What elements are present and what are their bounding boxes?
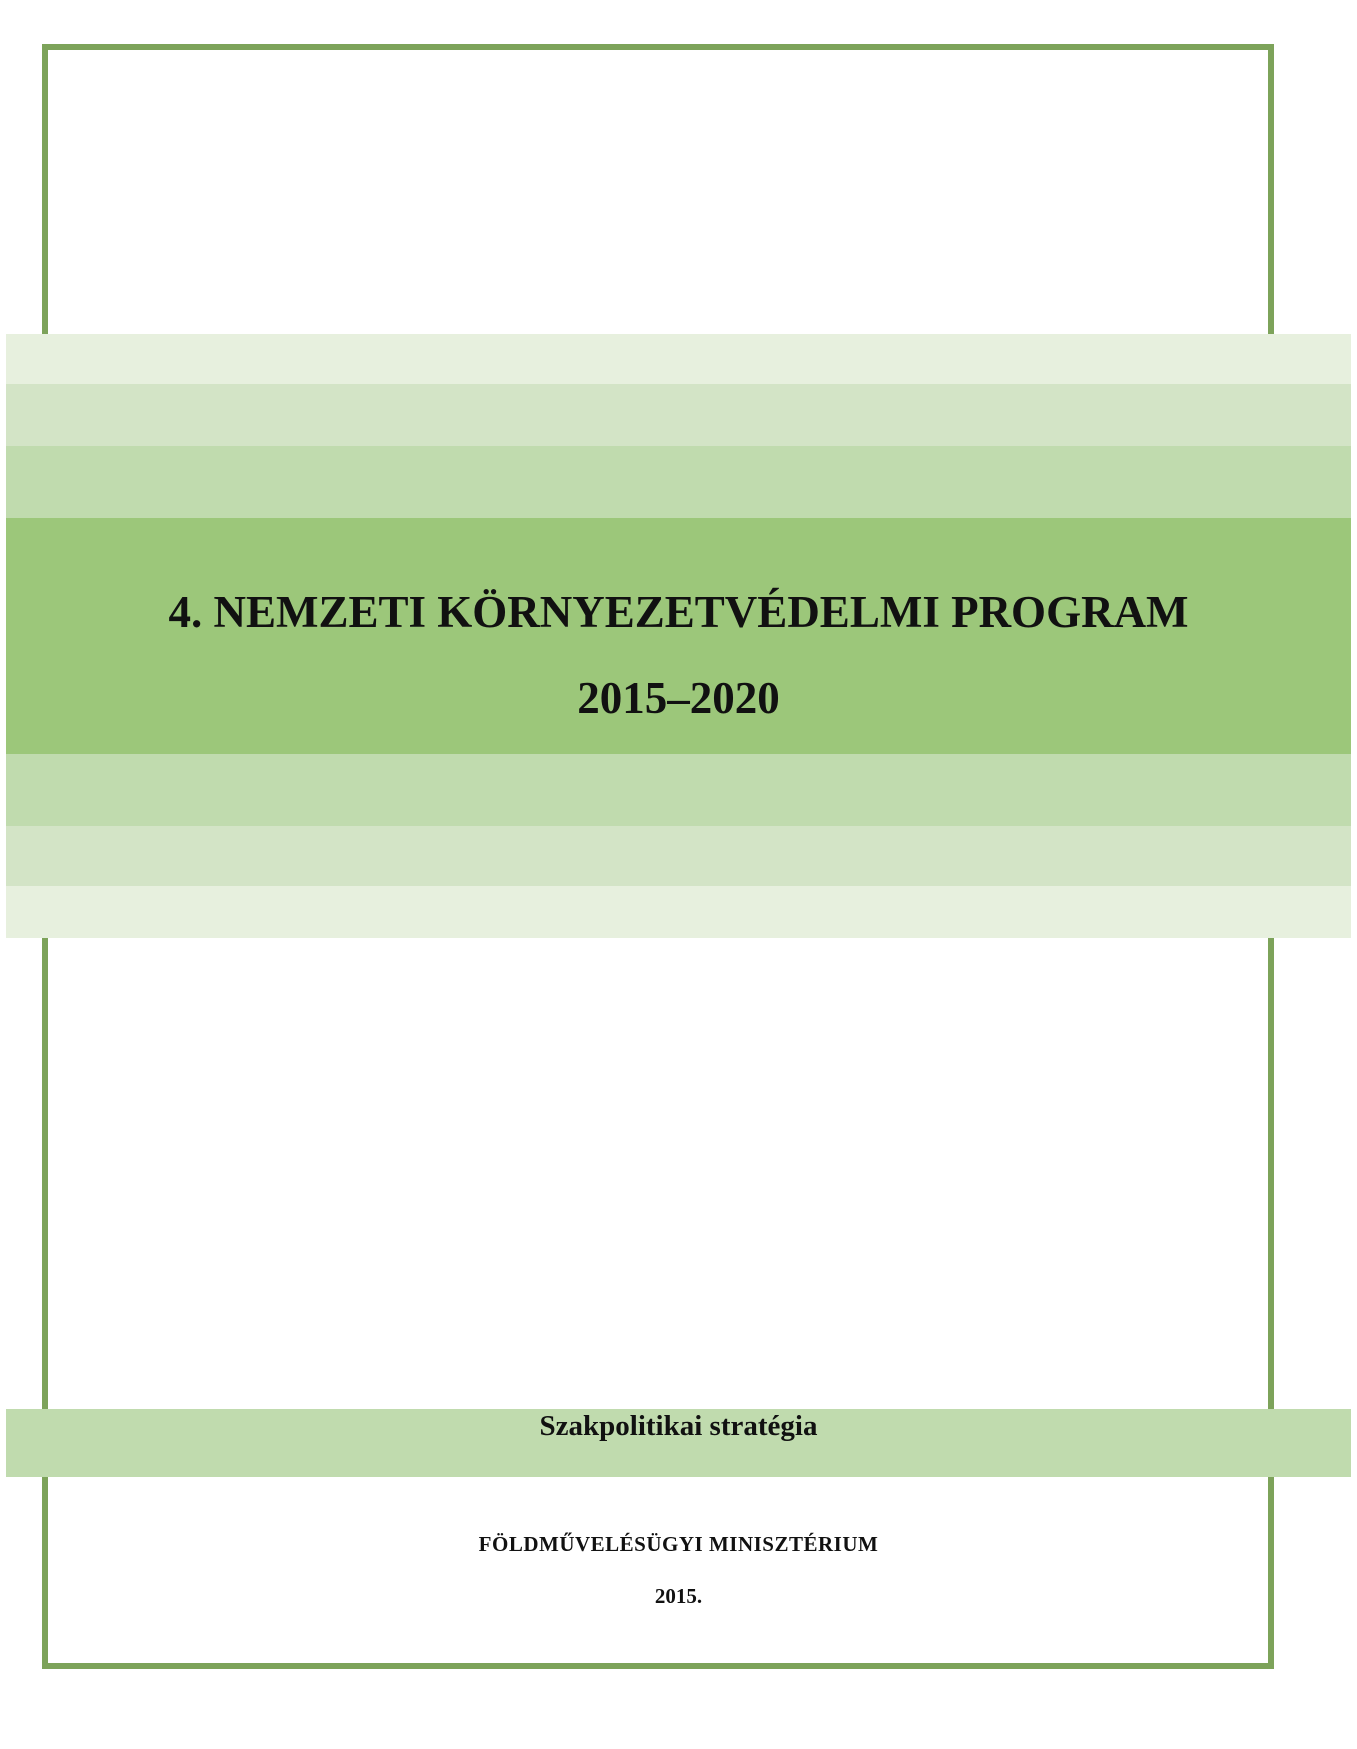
document-subtitle: Szakpolitikai stratégia	[539, 1410, 818, 1442]
decorative-band-bottom-2	[6, 826, 1351, 886]
decorative-band-top-2	[6, 384, 1351, 446]
decorative-band-top-3	[6, 446, 1351, 518]
publication-date: 2015.	[654, 1584, 703, 1608]
document-title: 4. NEMZETI KÖRNYEZETVÉDELMI PROGRAM	[168, 587, 1189, 637]
decorative-band-bottom-3	[6, 886, 1351, 938]
publisher-name: FÖLDMŰVELÉSÜGYI MINISZTÉRIUM	[478, 1532, 879, 1556]
decorative-band-top-1	[6, 334, 1351, 384]
document-years: 2015–2020	[577, 673, 780, 723]
decorative-band-bottom-1	[6, 754, 1351, 826]
